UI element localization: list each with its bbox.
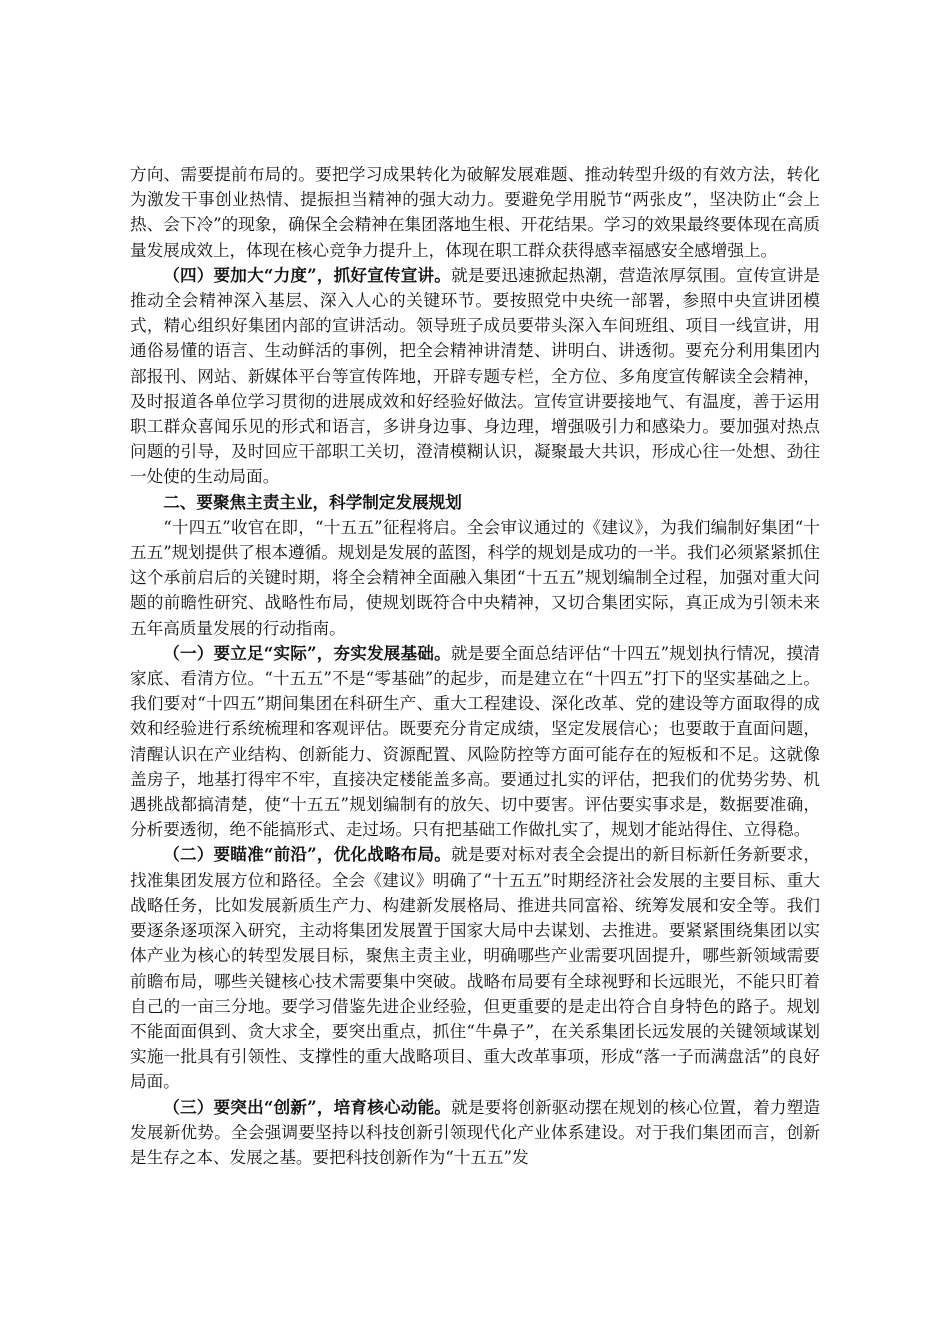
paragraph-body: “十四五”收官在即，“十五五”征程将启。全会审议通过的《建议》，为我们编制好集团“十五五”规划提供了根本遵循。规划是发展的蓝图，科学的规划是成功的一半。我们必须紧紧抓住这个承前启后的关键时期，将全会精神全面融入集团“十五五”规划编制全过程，加强对重大问题的前瞻性研究、战略性布局，使规划既符合中央精神，又切合集团实际，真正成为引领未来五年高质量发展的行动指南。 [130, 517, 820, 638]
document-page [130, 162, 820, 1170]
paragraph-continuation [130, 162, 820, 263]
section-heading [130, 490, 820, 515]
paragraph-lead: （三）要突出“创新”，培育核心动能。 [163, 1096, 452, 1117]
paragraph-lead: （一）要立足“实际”，夯实发展基础。 [163, 642, 451, 663]
paragraph-body: 就是要对标对表全会提出的新目标新任务新要求，找准集团发展方位和路径。全会《建议》明确了“十五五”时期经济社会发展的主要目标、重大战略任务，比如发展新质生产力、构建新发展格局、推进共同富裕、统筹发展和安全等。我们要逐条逐项深入研究，主动将集团发展置于国家大局中去谋划、去推进。要紧紧围绕集团以实体产业为核心的转型发展目标，聚焦主责主业，明确哪些产业需要巩固提升，哪些新领域需要前瞻布局，哪些关键核心技术需要集中突破。战略布局要有全球视野和长远眼光，不能只盯着自己的一亩三分地。要学习借鉴先进企业经验，但更重要的是走出符合自身特色的路子。规划不能面面俱到、贪大求全，要突出重点，抓住“牛鼻子”，在关系集团长远发展的关键领域谋划实施一批具有引领性、支撑性的重大战略项目、重大改革事项，形成“落一子而满盘活”的良好局面。 [130, 845, 821, 1092]
paragraph-lead: （二）要瞄准“前沿”，优化战略布局。 [163, 844, 452, 865]
paragraph-lead: （四）要加大“力度”，抓好宣传宣讲。 [163, 264, 452, 285]
paragraph-planning-intro [130, 515, 820, 641]
paragraph-reality [130, 641, 820, 843]
paragraph-body: 就是要迅速掀起热潮，营造浓厚氛围。宣传宣讲是推动全会精神深入基层、深入人心的关键环节。要按照党中央统一部署，参照中央宣讲团模式，精心组织好集团内部的宣讲活动。领导班子成员要带头深入车间班组、项目一线宣讲，用通俗易懂的语言、生动鲜活的事例，把全会精神讲清楚、讲明白、讲透彻。要充分利用集团内部报刊、网站、新媒体平台等宣传阵地，开辟专题专栏，全方位、多角度宣传解读全会精神，及时报道各单位学习贯彻的进展成效和好经验好做法。宣传宣讲要接地气、有温度，善于运用职工群众喜闻乐见的形式和语言，多讲身边事、身边理，增强吸引力和感染力。要加强对热点问题的引导，及时回应干部职工关切，澄清模糊认识，凝聚最大共识，形成心往一处想、劲往一处使的生动局面。 [130, 265, 821, 487]
paragraph-frontier [130, 842, 820, 1094]
section-heading-text: 二、要聚焦主责主业，科学制定发展规划 [163, 491, 462, 512]
paragraph-body: 就是要全面总结评估“十四五”规划执行情况，摸清家底、看清方位。“十五五”不是“零基础”的起步，而是建立在“十四五”打下的坚实基础之上。我们要对“十四五”期间集团在科研生产、重大工程建设、深化改革、党的建设等方面取得的成效和经验进行系统梳理和客观评估。既要充分肯定成绩，坚定发展信心；也要敢于直面问题，清醒认识在产业结构、创新能力、资源配置、风险防控等方面可能存在的短板和不足。这就像盖房子，地基打得牢不牢，直接决定楼能盖多高。要通过扎实的评估，把我们的优势劣势、机遇挑战都搞清楚，使“十五五”规划编制有的放矢、切中要害。评估要实事求是，数据要准确，分析要透彻，绝不能搞形式、走过场。只有把基础工作做扎实了，规划才能站得住、立得稳。 [130, 643, 820, 840]
paragraph-publicity [130, 263, 820, 490]
paragraph-innovation [130, 1095, 820, 1171]
paragraph-body: 就是要将创新驱动摆在规划的核心位置，着力塑造发展新优势。全会强调要坚持以科技创新引领现代化产业体系建设。对于我们集团而言，创新是生存之本、发展之基。要把科技创新作为“十五五”发 [130, 1097, 821, 1167]
paragraph-body: 方向、需要提前布局的。要把学习成果转化为破解发展难题、推动转型升级的有效方法，转化为激发干事创业热情、提振担当精神的强大动力。要避免学用脱节“两张皮”，坚决防止“会上热、会下冷”的现象，确保全会精神在集团落地生根、开花结果。学习的效果最终要体现在高质量发展成效上，体现在核心竞争力提升上，体现在职工群众获得感幸福感安全感增强上。 [130, 165, 820, 260]
